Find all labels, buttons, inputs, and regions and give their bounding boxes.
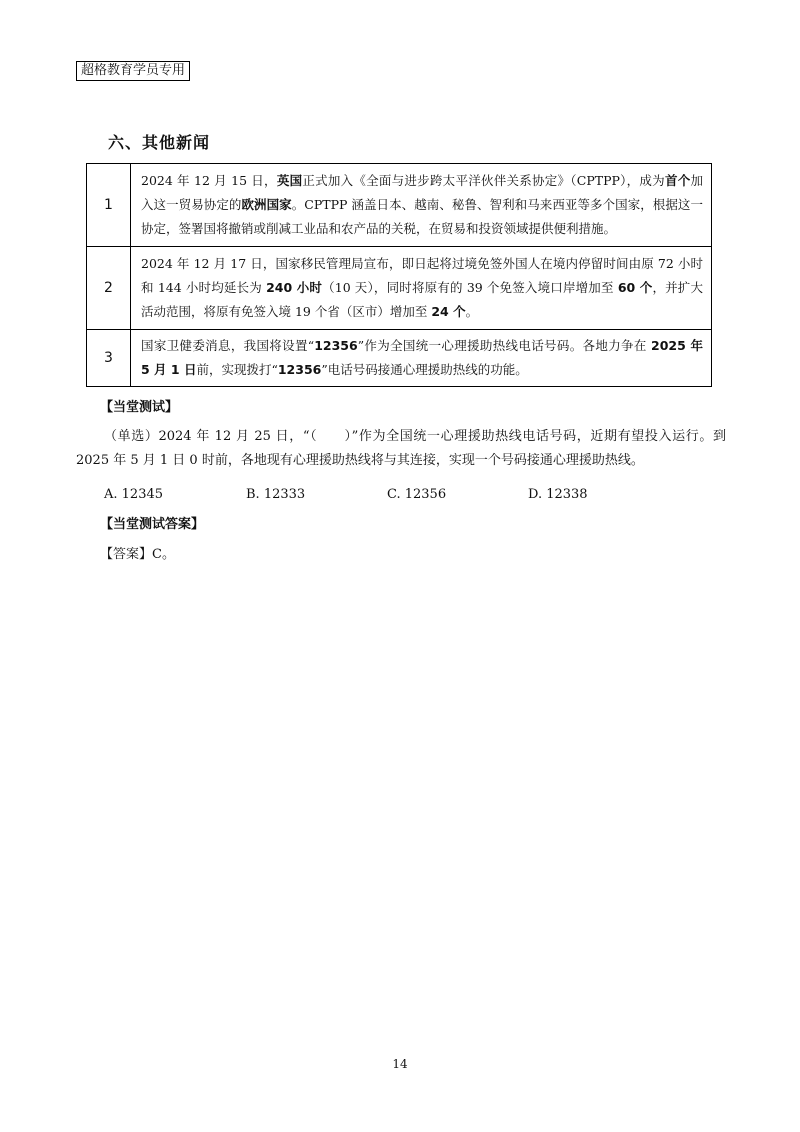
quiz-label: 【当堂测试】 [100, 400, 179, 415]
news-number: 2 [87, 247, 131, 330]
news-text [131, 247, 712, 330]
news-text [131, 330, 712, 387]
text-bold: 2025 年 5 月 1 日 [141, 338, 703, 377]
text-segment: 2024 年 12 月 15 日， [141, 173, 277, 188]
page-number: 14 [392, 1057, 408, 1071]
news-row [87, 330, 712, 387]
news-number: 1 [87, 164, 131, 247]
text-segment: （10 天），同时将原有的 39 个免签入境口岸增加至 [322, 280, 618, 295]
text-segment: ”作为全国统一心理援助热线电话号码。各地力争在 [357, 338, 652, 353]
answer-text: 【答案】C。 [100, 547, 175, 562]
text-segment: 。 [465, 304, 479, 319]
quiz-option-d: D. 12338 [528, 487, 588, 502]
answer-label: 【当堂测试答案】 [100, 517, 205, 532]
text-bold: 60 个 [617, 280, 653, 295]
news-row [87, 247, 712, 330]
text-segment: 前，实现拨打“ [196, 362, 278, 377]
news-table [86, 163, 712, 387]
text-segment: 加入这一贸易协定的 [141, 173, 703, 212]
news-row [87, 164, 712, 247]
text-bold: 12356 [277, 362, 322, 377]
text-bold: 英国 [276, 173, 303, 188]
quiz-option-a: A. 12345 [104, 487, 164, 502]
text-segment: 正式加入《全面与进步跨太平洋伙伴关系协定》（CPTPP），成为 [302, 173, 665, 188]
text-segment: 。CPTPP 涵盖日本、越南、秘鲁、智利和马来西亚等多个国家，根据这一协定，签署国将撤销或削减工业品和农产品的关税，在贸易和投资领域提供便利措施。 [141, 197, 703, 236]
section-title: 六、其他新闻 [108, 133, 211, 152]
text-bold: 24 个 [431, 304, 466, 319]
news-text [131, 164, 712, 247]
text-bold: 12356 [314, 338, 358, 353]
text-segment: ”电话号码接通心理援助热线的功能。 [321, 362, 528, 377]
quiz-option-b: B. 12333 [246, 487, 306, 502]
news-number: 3 [87, 330, 131, 387]
text-bold: 首个 [664, 173, 691, 188]
text-bold: 欧洲国家 [241, 197, 292, 212]
quiz-question: （单选）2024 年 12 月 25 日，“（ ）”作为全国统一心理援助热线电话号码，近期有望投入运行。到 2025 年 5 月 1 日 0 时前，各地现有心理援助热线将与其连接，实现一个号码接通心理援助热线。 [76, 429, 726, 468]
text-bold: 240 小时 [266, 280, 323, 295]
quiz-option-c: C. 12356 [387, 487, 447, 502]
header-label: 超格教育学员专用 [76, 61, 190, 81]
text-segment: 国家卫健委消息，我国将设置“ [141, 338, 315, 353]
text-segment: 2024 年 12 月 17 日，国家移民管理局宣布，即日起将过境免签外国人在境内停留时间由原 72 小时和 144 小时均延长为 [141, 256, 703, 295]
text-segment: ，并扩大活动范围，将原有免签入境 19 个省（区市）增加至 [141, 280, 703, 319]
